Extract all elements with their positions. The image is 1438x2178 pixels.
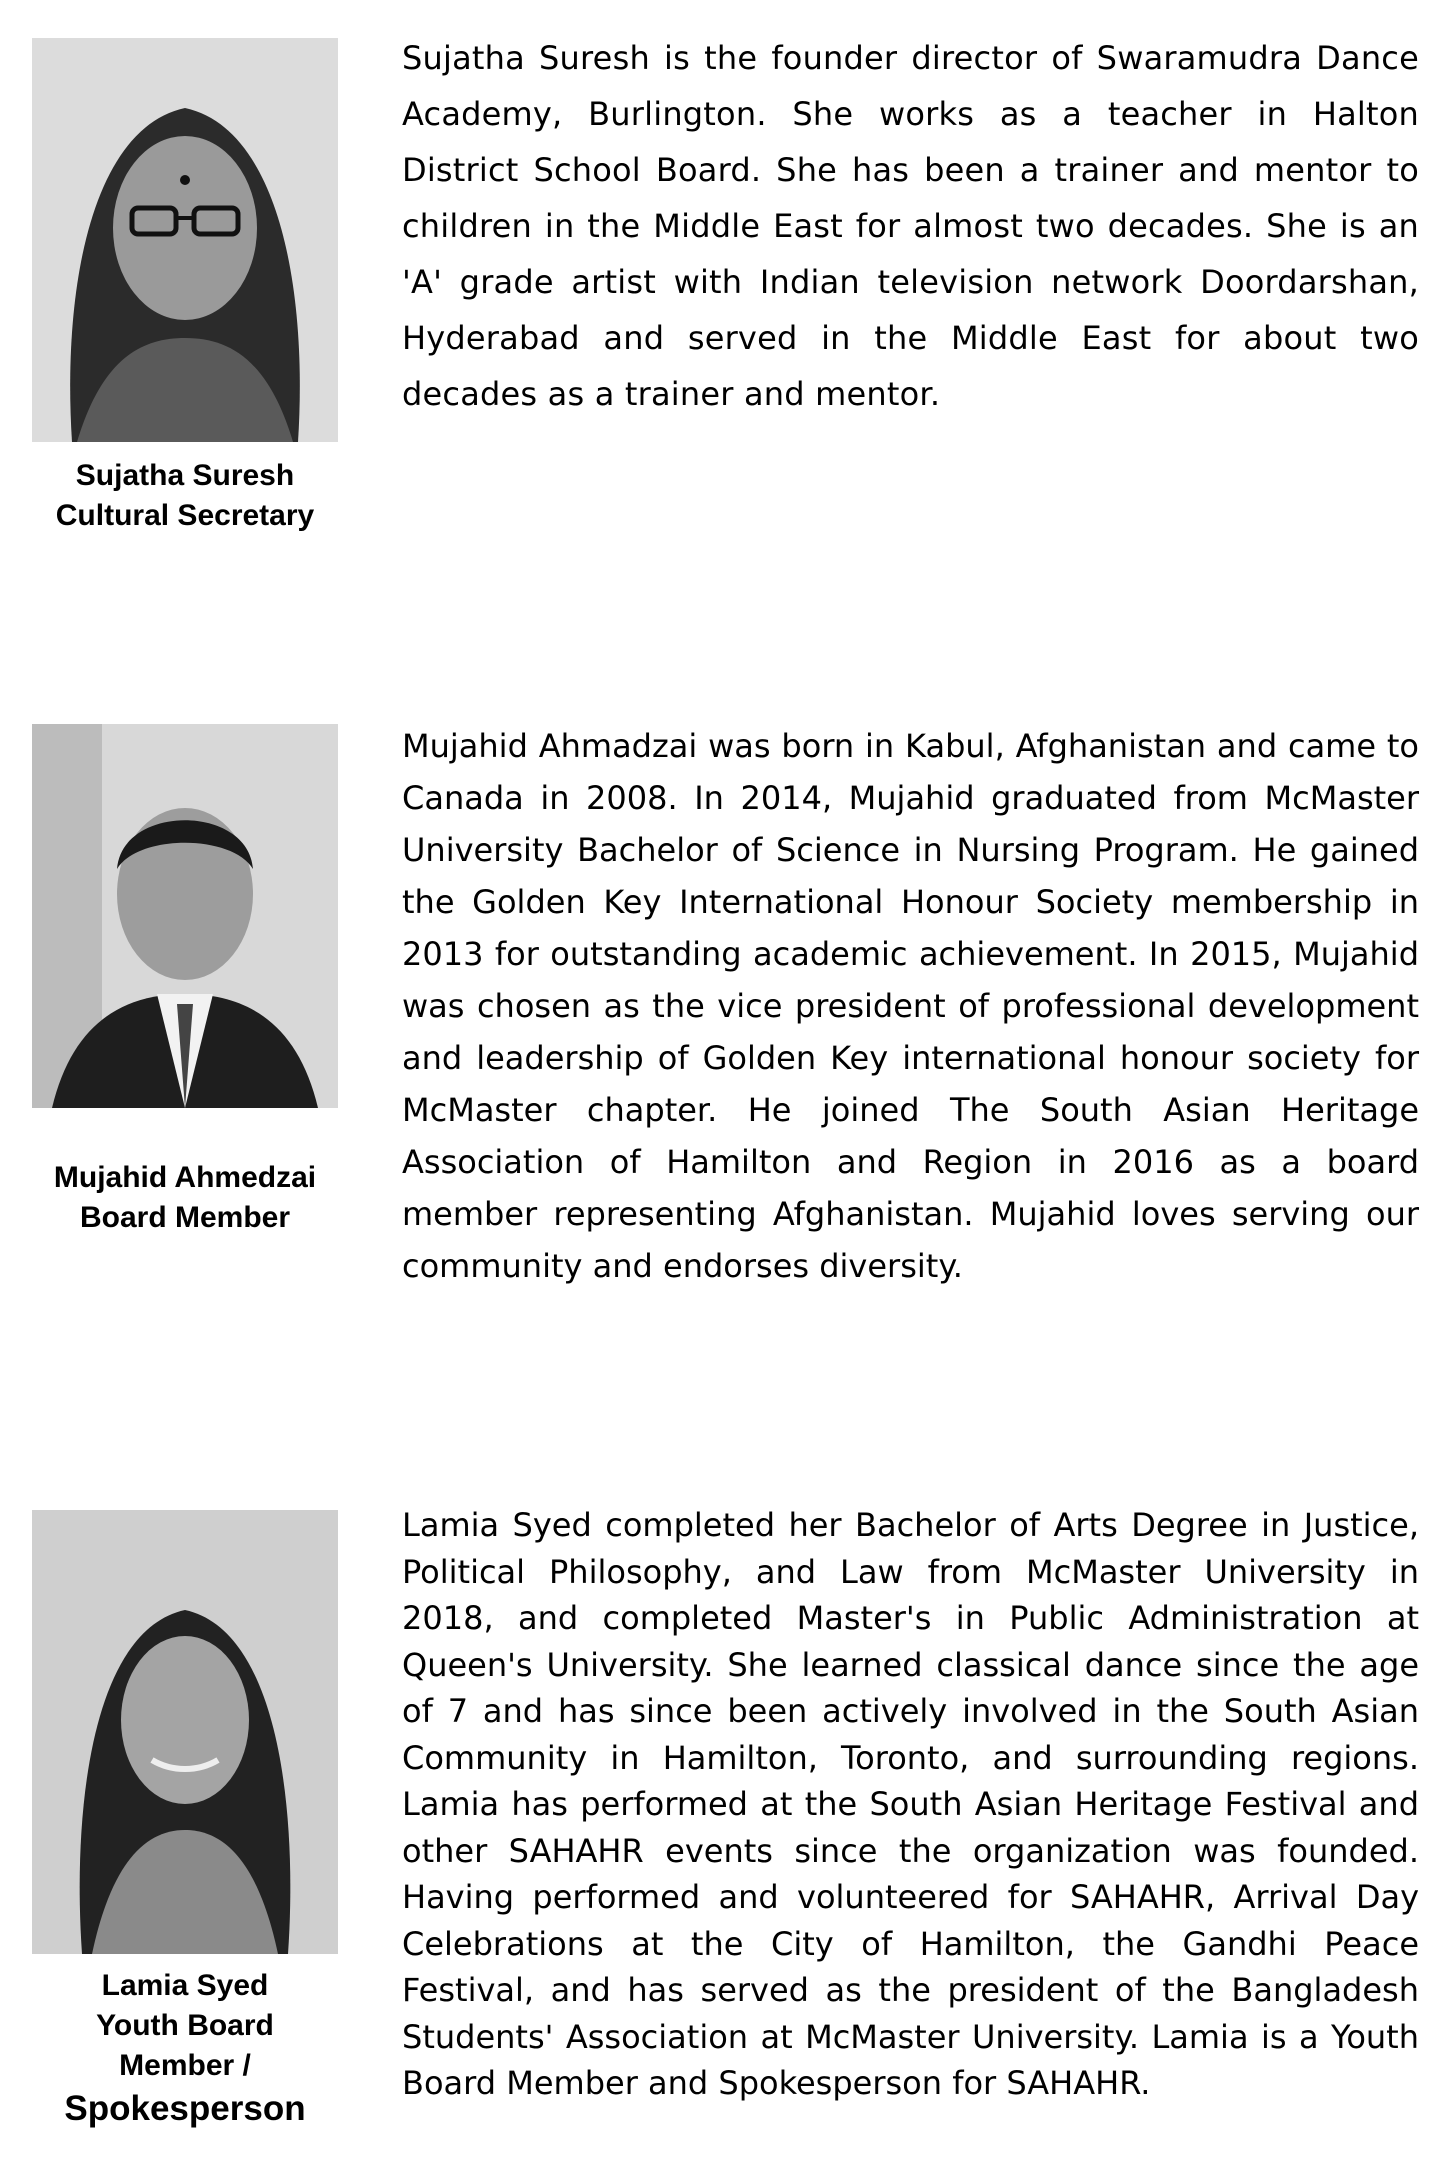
profile-role-line: Youth Board: [96, 2009, 274, 2042]
portrait-silhouette-icon: [32, 724, 338, 1108]
portrait-photo-icon: [32, 724, 338, 1108]
portrait-photo-icon: [32, 1510, 338, 1954]
portrait-silhouette-icon: [32, 1510, 338, 1954]
profile-caption: [20, 1966, 350, 2132]
profile-caption: [20, 456, 350, 536]
profile-name: Lamia Syed: [101, 1969, 269, 2002]
profile-role: Board Member: [79, 1201, 291, 1234]
portrait-silhouette-icon: [32, 38, 338, 442]
profile-role: Cultural Secretary: [55, 499, 315, 532]
portrait-photo-icon: [32, 38, 338, 442]
profile-name: Mujahid Ahmedzai: [53, 1161, 317, 1194]
profile-role-line: Spokesperson: [64, 2089, 306, 2128]
profile-bio: Mujahid Ahmadzai was born in Kabul, Afghanistan and came to Canada in 2008. In 2014, Mujahid graduated from McMaster University Bachelor of Science in Nursing Program. He gained the Golden Key International Honour Society membership in 2013 for outstanding academic achievement. In 2015, Mujahid was chosen as the vice president of professional development and leadership of Golden Key international honour society for McMaster chapter. He joined The South Asian Heritage Association of Hamilton and Region in 2016 as a board member representing Afghanistan. Mujahid loves serving our community and endorses diversity.: [402, 727, 1419, 1285]
profile-role-line: Member /: [119, 2049, 251, 2082]
profile-bio: Lamia Syed completed her Bachelor of Arts Degree in Justice, Political Philosophy, and Law from McMaster University in 2018, and completed Master's in Public Administration at Queen's University. She learned classical dance since the age of 7 and has since been actively involved in the South Asian Community in Hamilton, Toronto, and surrounding regions. Lamia has performed at the South Asian Heritage Festival and other SAHAHR events since the organization was founded. Having performed and volunteered for SAHAHR, Arrival Day Celebrations at the City of Hamilton, the Gandhi Peace Festival, and has served as the president of the Bangladesh Students' Association at McMaster University. Lamia is a Youth Board Member and Spokesperson for SAHAHR.: [402, 1506, 1419, 2102]
profile-caption: [20, 1158, 350, 1238]
profile-bio: Sujatha Suresh is the founder director of Swaramudra Dance Academy, Burlington. She works as a teacher in Halton District School Board. She has been a trainer and mentor to children in the Middle East for almost two decades. She is an 'A' grade artist with Indian television network Doordarshan, Hyderabad and served in the Middle East for about two decades as a trainer and mentor.: [402, 39, 1419, 413]
profile-name: Sujatha Suresh: [75, 459, 295, 492]
